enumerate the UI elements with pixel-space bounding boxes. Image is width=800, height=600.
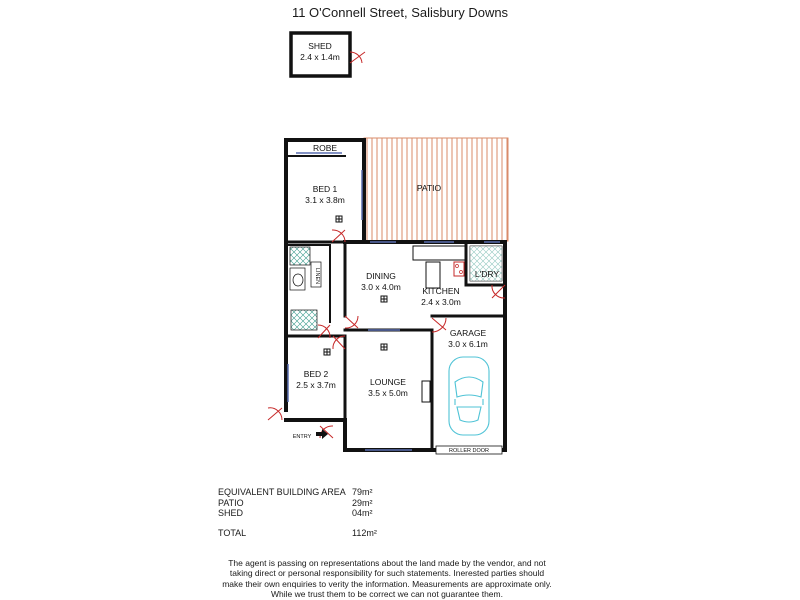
room-name: DINING (366, 271, 396, 281)
car-icon (449, 357, 489, 435)
room-name: LOUNGE (370, 377, 406, 387)
bed-1 (305, 170, 362, 242)
room-name: PATIO (416, 183, 442, 193)
room-name: BED 2 (303, 369, 329, 379)
room-dims: 2.4 x 1.4m (300, 52, 340, 62)
disclaimer: The agent is passing on representations about the land made by the vendor, and not taking direct or personal responsibility for such statements. Inerested parties should make their own enquiries to verity the information. Measurements are approximate only. While we trust them to be correct we can not guarantee them. (222, 558, 552, 600)
room-dims: 3.1 x 3.8m (305, 195, 345, 205)
garage (436, 328, 502, 454)
robe (296, 143, 342, 153)
area-label: PATIO (218, 498, 244, 508)
lounge (293, 330, 430, 450)
room-name: KITCHEN (422, 286, 460, 296)
plan-title: 11 O'Connell Street, Salisbury Downs (291, 5, 509, 20)
area-value: 79m² (352, 487, 373, 497)
area-value: 04m² (352, 508, 373, 518)
entry-label: ENTRY (292, 434, 312, 440)
bed-2 (268, 336, 345, 420)
room-dims: 3.0 x 4.0m (361, 282, 401, 292)
room-dims: 3.5 x 5.0m (368, 388, 408, 398)
room-name: BED 1 (312, 184, 338, 194)
shed (291, 33, 365, 76)
room-dims: 2.4 x 3.0m (421, 297, 461, 307)
room-name: SHED (308, 41, 332, 51)
patio (364, 138, 508, 241)
linen-label: LINEN (314, 267, 320, 285)
kitchen (413, 242, 465, 307)
room-name: ROBE (312, 143, 338, 153)
area-label: EQUIVALENT BUILDING AREA (218, 487, 346, 497)
roller-door-label: ROLLER DOOR (448, 448, 490, 454)
area-label: TOTAL (218, 528, 247, 538)
room-name: GARAGE (449, 328, 487, 338)
room-dims: 3.0 x 6.1m (448, 339, 488, 349)
dining (345, 242, 401, 328)
area-value: 29m² (352, 498, 373, 508)
room-dims: 2.5 x 3.7m (296, 380, 336, 390)
room-name: L'DRY (474, 269, 500, 279)
area-label: SHED (218, 508, 244, 518)
area-value: 112m² (352, 528, 377, 538)
bathroom (290, 247, 330, 338)
